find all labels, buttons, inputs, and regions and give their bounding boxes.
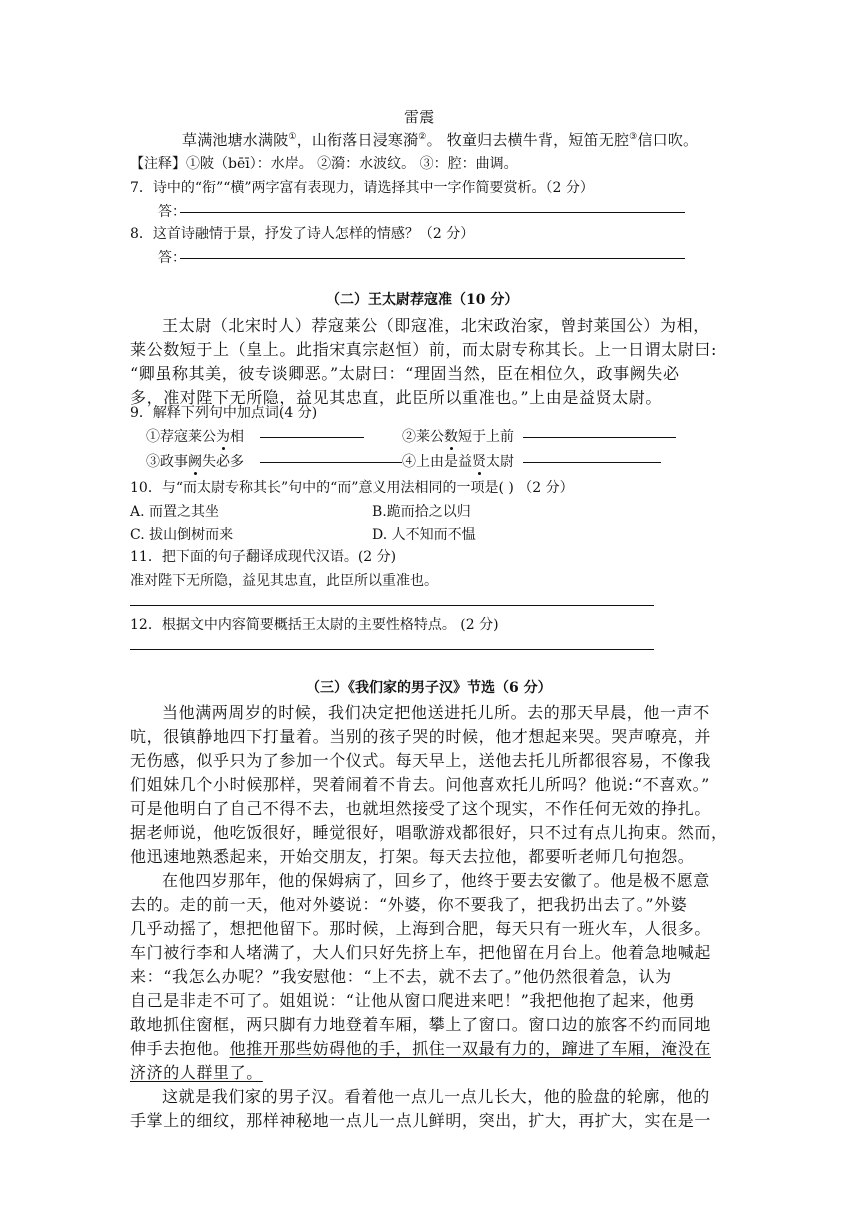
q9-3-pre: ③政事 bbox=[146, 454, 188, 470]
q9-4-post: 太尉 bbox=[486, 454, 514, 470]
answer-line-11[interactable] bbox=[130, 605, 654, 606]
poem-lines bbox=[182, 129, 698, 150]
answer-line-7[interactable] bbox=[180, 212, 685, 213]
section2-para-line: “卿虽称其美，彼专谈卿恶。”太尉曰：“理固当然，臣在相位久，政事阙失必 bbox=[130, 364, 680, 383]
q9-4-pre: ④上由是益 bbox=[402, 454, 472, 470]
section3-heading: （三）《我们家的男子汉》节选（6 分） bbox=[306, 680, 552, 696]
question-8: 8．这首诗融情于景，抒发了诗人怎样的情感？（2 分） bbox=[130, 226, 475, 242]
section3-para-line: 无伤感，似乎只为了参加一个仪式。每天早上，送他去托儿所都很容易，不像我 bbox=[130, 751, 712, 770]
section3-para-line: 吭，很镇静地四下打量着。当别的孩子哭的时候，他才想起来哭。哭声嘹亮，并 bbox=[130, 727, 712, 746]
section3-para-line: 去的。走的前一天，他对外婆说：“外婆，你不要我了，把我扔出去了。”外婆 bbox=[130, 895, 688, 914]
question-9: 9．解释下列句中加点词(4 分) bbox=[130, 405, 318, 421]
answer-line-8[interactable] bbox=[180, 258, 685, 259]
section3-para-line-mixed bbox=[130, 1036, 711, 1059]
question-9-item-1 bbox=[146, 426, 244, 446]
option-d[interactable]: D. 人不知而不愠 bbox=[372, 527, 476, 543]
q9-3-post: 失必多 bbox=[202, 454, 244, 470]
answer-line-9-3[interactable] bbox=[260, 462, 402, 463]
section3-para-line: 们姐妹几个小时候那样，哭着闹着不肯去。问他喜欢托儿所吗？他说:“不喜欢。” bbox=[130, 775, 710, 794]
answer-line-9-1[interactable] bbox=[260, 437, 364, 438]
section3-para-line: 几乎动摇了，想把他留下。那时候，上海到合肥，每天只有一班火车，人很多。 bbox=[130, 919, 712, 938]
question-7: 7．诗中的“衔”“横”两字富有表现力，请选择其中一字作简要赏析。（2 分） bbox=[130, 180, 594, 196]
section3-para-line: 在他四岁那年，他的保姆病了，回乡了，他终于要去安徽了。他是极不愿意 bbox=[162, 871, 710, 890]
poem-text-3: 。 牧童归去横牛背，短笛无腔 bbox=[426, 131, 630, 149]
option-a[interactable]: A. 而置之其坐 bbox=[130, 504, 220, 520]
answer-line-12[interactable] bbox=[130, 649, 654, 650]
q9-2-pre: ②莱公 bbox=[402, 429, 444, 445]
underlined-sentence: 他推开那些妨碍他的手，抓住一双最有力的，蹿进了车厢，淹没在 bbox=[229, 1039, 712, 1058]
section3-para-line: 敢地抓住窗框，两只脚有力地登着车厢，攀上了窗口。窗口边的旅客不约而同地 bbox=[130, 1015, 712, 1034]
section3-para-line: 他迅速地熟悉起来，开始交朋友，打架。每天去拉他，都要听老师几句抱怨。 bbox=[130, 847, 695, 866]
footnote-mark-1: ① bbox=[288, 132, 297, 142]
poem-text-1: 草满池塘水满陂 bbox=[182, 131, 289, 149]
q9-1-pre: ①荐寇莱公 bbox=[146, 429, 216, 445]
plain-text: 伸手去抱他。 bbox=[130, 1039, 230, 1058]
section3-para-line: 来：“我怎么办呢？”我安慰他：“上不去，就不去了。”他仍然很着急，认为 bbox=[130, 967, 672, 986]
question-9-item-4 bbox=[402, 451, 514, 471]
section2-heading: （二）王太尉荐寇准（10 分） bbox=[326, 292, 519, 308]
poem-text-4: 信口吹。 bbox=[637, 131, 699, 149]
option-c[interactable]: C. 拔山倒树而来 bbox=[130, 527, 234, 543]
q9-1-post: 相 bbox=[230, 429, 244, 445]
option-b[interactable]: B.跪而拾之以归 bbox=[372, 504, 471, 520]
footnote-mark-2: ② bbox=[418, 132, 427, 142]
poem-text-2: ，山衔落日浸寒漪 bbox=[296, 131, 419, 149]
question-11: 11．把下面的句子翻译成现代汉语。(2 分) bbox=[130, 549, 397, 565]
question-12: 12．根据文中内容简要概括王太尉的主要性格特点。 (2 分) bbox=[130, 617, 499, 633]
q9-1-dotted-word: 为 bbox=[216, 426, 230, 446]
q9-3-dotted-word: 阙 bbox=[188, 451, 202, 471]
section3-para-line: 当他满两周岁的时候，我们决定把他送进托儿所。去的那天早晨，他一声不 bbox=[162, 703, 710, 722]
answer-label-8: 答： bbox=[158, 250, 186, 266]
question-11-sentence: 准对陛下无所隐，益见其忠直，此臣所以重准也。 bbox=[130, 573, 438, 589]
q9-2-dotted-word: 数 bbox=[444, 426, 458, 446]
underlined-sentence-end: 济济的人群里了。 bbox=[130, 1063, 263, 1082]
footnote-mark-3: ③ bbox=[629, 132, 638, 142]
section3-para-line: 这就是我们家的男子汉。看着他一点儿一点儿长大，他的脸盘的轮廓，他的 bbox=[162, 1087, 710, 1106]
question-10: 10．与“而太尉专称其长”句中的“而”意义用法相同的一项是( ) （2 分） bbox=[130, 480, 574, 496]
section3-para-line: 手掌上的细纹，那样神秘地一点儿一点儿鲜明，突出，扩大，再扩大，实在是一 bbox=[130, 1111, 712, 1130]
section2-para-line: 莱公数短于上（皇上。此指宋真宗赵恒）前，而太尉专称其长。上一日谓太尉曰: bbox=[130, 340, 717, 359]
question-9-item-3 bbox=[146, 451, 244, 471]
section2-para-line: 多，准对陛下无所隐，益见其忠直，此臣所以重准也。”上由是益贤太尉。 bbox=[130, 388, 662, 407]
q9-2-post: 短于上前 bbox=[458, 429, 514, 445]
answer-line-9-4[interactable] bbox=[523, 462, 661, 463]
section2-para-line: 王太尉（北宋时人）荐寇莱公（即寇准，北宋政治家，曾封莱国公）为相， bbox=[162, 316, 710, 335]
answer-label-7: 答： bbox=[158, 204, 186, 220]
poem-notes: 【注释】①陂（bēī）：水岸。 ②漪：水波纹。 ③：腔：曲调。 bbox=[130, 156, 518, 172]
section3-para-line: 车门被行李和人堵满了，大人们只好先挤上车，把他留在月台上。他着急地喊起 bbox=[130, 943, 712, 962]
poem-title: 雷震 bbox=[404, 108, 435, 126]
q9-4-dotted-word: 贤 bbox=[472, 451, 486, 471]
section3-para-line: 自己是非走不可了。姐姐说：“让他从窗口爬进来吧！”我把他抱了起来，他勇 bbox=[130, 991, 696, 1010]
question-9-item-2 bbox=[402, 426, 514, 446]
section3-para-line: 据老师说，他吃饭很好，睡觉很好，唱歌游戏都很好，只不过有点儿拘束。然而， bbox=[130, 823, 728, 842]
answer-line-9-2[interactable] bbox=[523, 437, 676, 438]
section3-para-line: 可是他明白了自己不得不去，也就坦然接受了这个现实，不作任何无效的挣扎。 bbox=[130, 799, 712, 818]
